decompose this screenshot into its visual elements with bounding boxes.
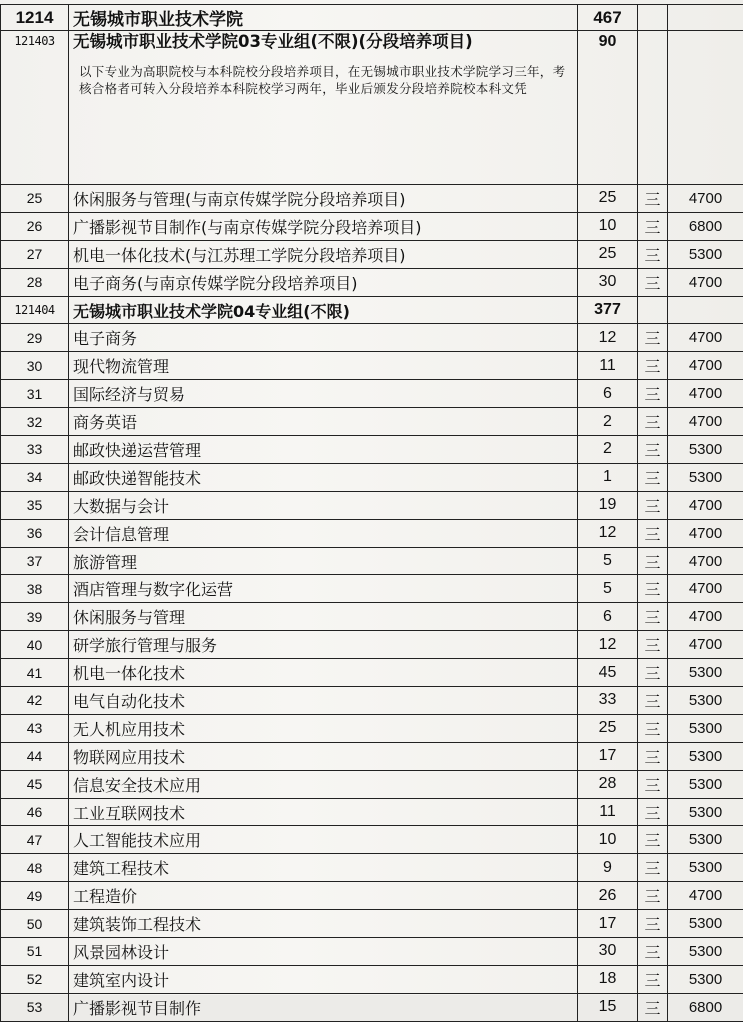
tuition-fee: 5300 <box>668 965 743 993</box>
major-name: 风景园林设计 <box>69 938 578 966</box>
tuition-fee: 6800 <box>668 212 743 240</box>
table-row <box>1 742 743 770</box>
group-04-name: 无锡城市职业技术学院04专业组(不限) <box>69 296 578 324</box>
row-number: 50 <box>1 910 69 938</box>
plan-count: 10 <box>578 826 638 854</box>
row-number: 43 <box>1 714 69 742</box>
empty-cell <box>668 31 743 185</box>
study-years: 三 <box>638 436 668 464</box>
plan-count: 12 <box>578 631 638 659</box>
plan-count: 5 <box>578 547 638 575</box>
group-04-header-row <box>1 296 743 324</box>
table-row <box>1 212 743 240</box>
plan-count: 12 <box>578 519 638 547</box>
plan-count: 18 <box>578 965 638 993</box>
college-code: 1214 <box>1 5 69 31</box>
plan-count: 30 <box>578 938 638 966</box>
tuition-fee: 5300 <box>668 910 743 938</box>
study-years: 三 <box>638 408 668 436</box>
major-name: 信息安全技术应用 <box>69 770 578 798</box>
row-number: 27 <box>1 240 69 268</box>
plan-count: 30 <box>578 268 638 296</box>
table-row <box>1 324 743 352</box>
study-years: 三 <box>638 882 668 910</box>
tuition-fee: 5300 <box>668 659 743 687</box>
major-name: 研学旅行管理与服务 <box>69 631 578 659</box>
tuition-fee: 5300 <box>668 463 743 491</box>
row-number: 35 <box>1 491 69 519</box>
study-years: 三 <box>638 854 668 882</box>
major-name: 大数据与会计 <box>69 491 578 519</box>
major-name: 现代物流管理 <box>69 352 578 380</box>
major-name: 机电一体化技术 <box>69 659 578 687</box>
plan-count: 25 <box>578 714 638 742</box>
group-03-name: 无锡城市职业技术学院03专业组(不限)(分段培养项目) <box>69 31 577 53</box>
plan-count: 1 <box>578 463 638 491</box>
table-row <box>1 687 743 715</box>
study-years: 三 <box>638 212 668 240</box>
table-row <box>1 938 743 966</box>
tuition-fee: 4700 <box>668 547 743 575</box>
row-number: 36 <box>1 519 69 547</box>
table-row <box>1 268 743 296</box>
row-number: 30 <box>1 352 69 380</box>
table-row <box>1 993 743 1021</box>
table-row <box>1 519 743 547</box>
tuition-fee: 4700 <box>668 882 743 910</box>
table-row <box>1 910 743 938</box>
row-number: 47 <box>1 826 69 854</box>
plan-count: 25 <box>578 185 638 213</box>
plan-count: 9 <box>578 854 638 882</box>
tuition-fee: 5300 <box>668 687 743 715</box>
row-number: 31 <box>1 380 69 408</box>
plan-count: 28 <box>578 770 638 798</box>
table-row <box>1 185 743 213</box>
table-row <box>1 854 743 882</box>
major-name: 会计信息管理 <box>69 519 578 547</box>
row-number: 34 <box>1 463 69 491</box>
table-row <box>1 965 743 993</box>
group-03-plan: 90 <box>578 31 638 185</box>
college-name: 无锡城市职业技术学院 <box>69 5 578 31</box>
study-years: 三 <box>638 324 668 352</box>
study-years: 三 <box>638 910 668 938</box>
row-number: 26 <box>1 212 69 240</box>
major-name: 广播影视节目制作(与南京传媒学院分段培养项目) <box>69 212 578 240</box>
tuition-fee: 5300 <box>668 798 743 826</box>
tuition-fee: 4700 <box>668 268 743 296</box>
row-number: 37 <box>1 547 69 575</box>
study-years: 三 <box>638 687 668 715</box>
row-number: 32 <box>1 408 69 436</box>
plan-count: 45 <box>578 659 638 687</box>
study-years: 三 <box>638 742 668 770</box>
row-number: 33 <box>1 436 69 464</box>
group-04-code: 121404 <box>1 296 69 324</box>
empty-cell <box>638 296 668 324</box>
major-name: 电子商务(与南京传媒学院分段培养项目) <box>69 268 578 296</box>
group-03-cell <box>69 31 578 185</box>
table-row <box>1 659 743 687</box>
table-row <box>1 408 743 436</box>
study-years: 三 <box>638 519 668 547</box>
table-row <box>1 547 743 575</box>
study-years: 三 <box>638 575 668 603</box>
row-number: 52 <box>1 965 69 993</box>
row-number: 41 <box>1 659 69 687</box>
major-name: 休闲服务与管理(与南京传媒学院分段培养项目) <box>69 185 578 213</box>
row-number: 39 <box>1 603 69 631</box>
plan-count: 15 <box>578 993 638 1021</box>
study-years: 三 <box>638 714 668 742</box>
table-row <box>1 631 743 659</box>
table-row <box>1 603 743 631</box>
table-row <box>1 240 743 268</box>
tuition-fee: 4700 <box>668 491 743 519</box>
row-number: 29 <box>1 324 69 352</box>
table-row <box>1 352 743 380</box>
study-years: 三 <box>638 352 668 380</box>
plan-count: 2 <box>578 408 638 436</box>
table-row <box>1 491 743 519</box>
study-years: 三 <box>638 463 668 491</box>
row-number: 53 <box>1 993 69 1021</box>
plan-count: 19 <box>578 491 638 519</box>
college-header-row <box>1 5 743 31</box>
group-03-header-row <box>1 31 743 185</box>
tuition-fee: 4700 <box>668 324 743 352</box>
tuition-fee: 4700 <box>668 380 743 408</box>
row-number: 40 <box>1 631 69 659</box>
plan-count: 6 <box>578 380 638 408</box>
tuition-fee: 4700 <box>668 575 743 603</box>
row-number: 28 <box>1 268 69 296</box>
study-years: 三 <box>638 603 668 631</box>
tuition-fee: 6800 <box>668 993 743 1021</box>
row-number: 49 <box>1 882 69 910</box>
row-number: 48 <box>1 854 69 882</box>
major-name: 建筑工程技术 <box>69 854 578 882</box>
major-name: 电子商务 <box>69 324 578 352</box>
tuition-fee: 4700 <box>668 352 743 380</box>
tuition-fee: 5300 <box>668 826 743 854</box>
major-name: 邮政快递智能技术 <box>69 463 578 491</box>
tuition-fee: 5300 <box>668 436 743 464</box>
table-row <box>1 882 743 910</box>
tuition-fee: 4700 <box>668 603 743 631</box>
tuition-fee: 4700 <box>668 408 743 436</box>
plan-count: 5 <box>578 575 638 603</box>
college-plan-total: 467 <box>578 5 638 31</box>
major-name: 国际经济与贸易 <box>69 380 578 408</box>
plan-count: 6 <box>578 603 638 631</box>
plan-count: 17 <box>578 742 638 770</box>
major-name: 广播影视节目制作 <box>69 993 578 1021</box>
study-years: 三 <box>638 826 668 854</box>
row-number: 38 <box>1 575 69 603</box>
plan-count: 2 <box>578 436 638 464</box>
major-name: 工程造价 <box>69 882 578 910</box>
study-years: 三 <box>638 185 668 213</box>
table-row <box>1 463 743 491</box>
group-04-plan: 377 <box>578 296 638 324</box>
row-number: 45 <box>1 770 69 798</box>
study-years: 三 <box>638 965 668 993</box>
major-name: 建筑室内设计 <box>69 965 578 993</box>
plan-count: 17 <box>578 910 638 938</box>
major-name: 建筑装饰工程技术 <box>69 910 578 938</box>
major-name: 酒店管理与数字化运营 <box>69 575 578 603</box>
row-number: 25 <box>1 185 69 213</box>
tuition-fee: 5300 <box>668 240 743 268</box>
admission-plan-table <box>0 4 743 1022</box>
major-name: 物联网应用技术 <box>69 742 578 770</box>
row-number: 51 <box>1 938 69 966</box>
major-name: 无人机应用技术 <box>69 714 578 742</box>
study-years: 三 <box>638 240 668 268</box>
study-years: 三 <box>638 380 668 408</box>
plan-count: 11 <box>578 798 638 826</box>
tuition-fee: 5300 <box>668 770 743 798</box>
plan-count: 26 <box>578 882 638 910</box>
study-years: 三 <box>638 631 668 659</box>
table-row <box>1 826 743 854</box>
table-row <box>1 770 743 798</box>
major-name: 商务英语 <box>69 408 578 436</box>
tuition-fee: 4700 <box>668 631 743 659</box>
major-name: 电气自动化技术 <box>69 687 578 715</box>
plan-count: 12 <box>578 324 638 352</box>
plan-count: 33 <box>578 687 638 715</box>
tuition-fee: 4700 <box>668 519 743 547</box>
plan-count: 10 <box>578 212 638 240</box>
table-row <box>1 575 743 603</box>
tuition-fee: 5300 <box>668 714 743 742</box>
table-row <box>1 798 743 826</box>
major-name: 机电一体化技术(与江苏理工学院分段培养项目) <box>69 240 578 268</box>
row-number: 44 <box>1 742 69 770</box>
empty-cell <box>638 31 668 185</box>
major-name: 邮政快递运营管理 <box>69 436 578 464</box>
group-03-note: 以下专业为高职院校与本科院校分段培养项目，在无锡城市职业技术学院学习三年，考核合格者可转入分段培养本科院校学习两年，毕业后颁发分段培养院校本科文凭 <box>69 53 577 97</box>
study-years: 三 <box>638 659 668 687</box>
tuition-fee: 5300 <box>668 742 743 770</box>
study-years: 三 <box>638 770 668 798</box>
tuition-fee: 5300 <box>668 854 743 882</box>
table-row <box>1 436 743 464</box>
study-years: 三 <box>638 547 668 575</box>
empty-cell <box>668 296 743 324</box>
table-row <box>1 714 743 742</box>
study-years: 三 <box>638 491 668 519</box>
table-row <box>1 380 743 408</box>
plan-count: 11 <box>578 352 638 380</box>
study-years: 三 <box>638 268 668 296</box>
row-number: 42 <box>1 687 69 715</box>
study-years: 三 <box>638 993 668 1021</box>
plan-count: 25 <box>578 240 638 268</box>
row-number: 46 <box>1 798 69 826</box>
tuition-fee: 5300 <box>668 938 743 966</box>
major-name: 旅游管理 <box>69 547 578 575</box>
major-name: 人工智能技术应用 <box>69 826 578 854</box>
empty-cell <box>668 5 743 31</box>
study-years: 三 <box>638 938 668 966</box>
major-name: 工业互联网技术 <box>69 798 578 826</box>
major-name: 休闲服务与管理 <box>69 603 578 631</box>
tuition-fee: 4700 <box>668 185 743 213</box>
empty-cell <box>638 5 668 31</box>
study-years: 三 <box>638 798 668 826</box>
group-03-code: 121403 <box>1 31 69 185</box>
